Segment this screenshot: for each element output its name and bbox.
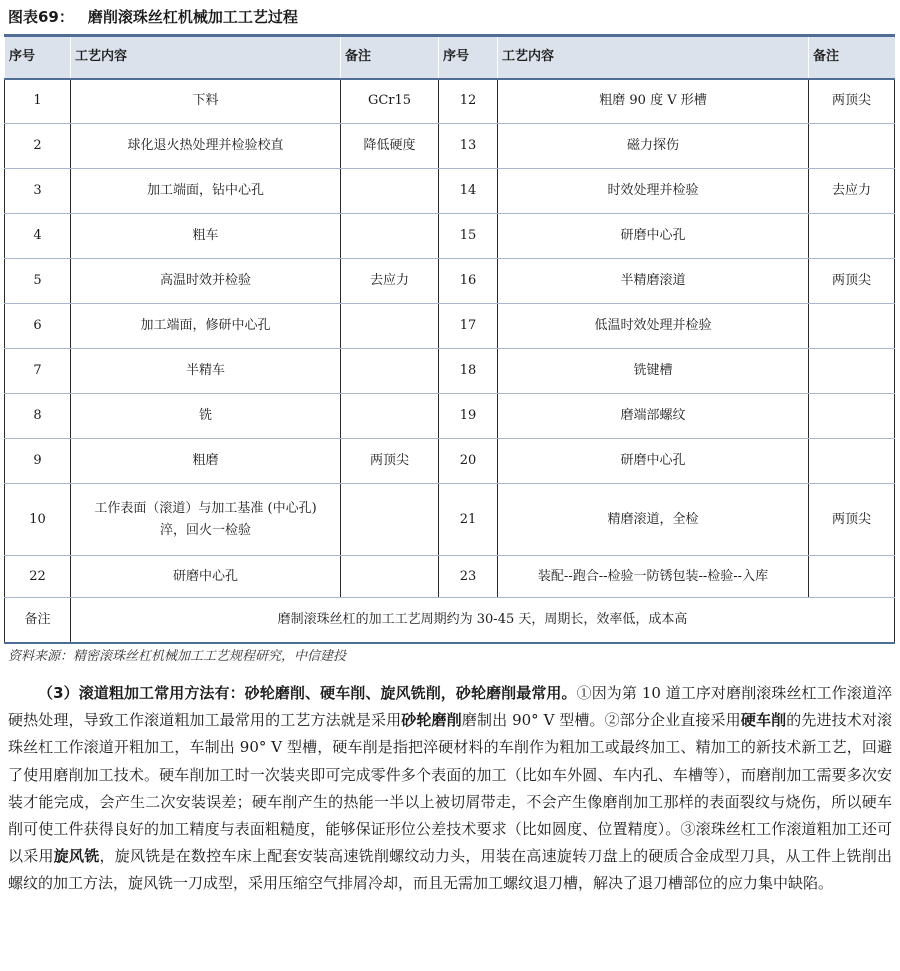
seq-cell: 23 <box>439 556 498 598</box>
seq-cell: 10 <box>5 484 71 556</box>
note-cell: 两顶尖 <box>809 484 895 556</box>
process-cell: 磨端部螺纹 <box>498 394 809 439</box>
seq-cell: 2 <box>5 124 71 169</box>
paragraph-text: 的先进技术对滚珠丝杠工作滚道开粗加工，车制出 90° V 型槽，硬车削是指把淬硬材料的车削作为粗加工或最终加工、精加工的新技术新工艺，回避了使用磨削加工技术。硬车削加工时一次装夹即可完成零件多个表面的加工（比如车外圆、车内孔、车槽等），而磨削加工需要多次安装才能完成，会产生二次安装误差；硬车削产生的热能一半以上被切屑带走，不会产生像磨削加工那样的表面裂纹与烧伤，所以硬车削可使工件获得良好的加工精度与表面粗糙度，能够保证形位公差技术要求（比如圆度、位置精度）。③滚珠丝杠工作滚道粗加工还可以采用 <box>8 711 892 866</box>
process-line: 工作表面（滚道）与加工基准 (中心孔) <box>94 500 317 516</box>
note-cell <box>341 484 439 556</box>
note-cell <box>809 394 895 439</box>
note-cell: GCr15 <box>341 79 439 124</box>
note-cell <box>341 349 439 394</box>
table-row <box>5 214 895 259</box>
paragraph-text: 磨制出 90° V 型槽。②部分企业直接采用 <box>461 711 741 730</box>
header-note-left: 备注 <box>341 36 439 79</box>
process-cell: 精磨滚道，全检 <box>498 484 809 556</box>
paragraph-text: ，旋风铣是在数控车床上配套安装高速铣削螺纹动力头，用装在高速旋转刀盘上的硬质合金成型刀具，从工件上铣削出螺纹的加工方法，旋风铣一刀成型，采用压缩空气排屑冷却，而且无需加工螺纹退刀槽，解决了退刀槽部位的应力集中缺陷。 <box>8 847 892 893</box>
note-cell: 两顶尖 <box>809 79 895 124</box>
source-note: 资料来源：精密滚珠丝杠机械加工工艺规程研究，中信建投 <box>8 649 347 664</box>
note-label-cell: 备注 <box>5 598 71 643</box>
process-table <box>4 34 895 644</box>
process-cell <box>71 484 341 556</box>
table-row <box>5 349 895 394</box>
seq-cell: 7 <box>5 349 71 394</box>
seq-cell: 13 <box>439 124 498 169</box>
process-cell: 时效处理并检验 <box>498 169 809 214</box>
header-note-right: 备注 <box>809 36 895 79</box>
process-line: 淬，回火一检验 <box>159 522 251 538</box>
process-cell: 粗磨 90 度 V 形槽 <box>498 79 809 124</box>
seq-cell: 16 <box>439 259 498 304</box>
figure-title <box>8 6 298 27</box>
note-cell <box>809 349 895 394</box>
table-row <box>5 439 895 484</box>
process-cell: 铣 <box>71 394 341 439</box>
process-cell: 研磨中心孔 <box>498 214 809 259</box>
header-process-left: 工艺内容 <box>71 36 341 79</box>
header-seq-right: 序号 <box>439 36 498 79</box>
note-cell: 去应力 <box>809 169 895 214</box>
note-cell <box>341 394 439 439</box>
note-cell <box>341 169 439 214</box>
paragraph-heading: （3）滚道粗加工常用方法有：砂轮磨削、硬车削、旋风铣削，砂轮磨削最常用。 <box>38 684 577 702</box>
seq-cell: 12 <box>439 79 498 124</box>
seq-cell: 19 <box>439 394 498 439</box>
paragraph-emphasis: 砂轮磨削 <box>401 711 462 730</box>
seq-cell: 18 <box>439 349 498 394</box>
seq-cell: 21 <box>439 484 498 556</box>
seq-cell: 6 <box>5 304 71 349</box>
seq-cell: 9 <box>5 439 71 484</box>
note-cell <box>809 124 895 169</box>
process-cell: 球化退火热处理并检验校直 <box>71 124 341 169</box>
process-cell: 半精磨滚道 <box>498 259 809 304</box>
paragraph-emphasis: 旋风铣 <box>53 847 100 866</box>
note-cell: 降低硬度 <box>341 124 439 169</box>
seq-cell: 3 <box>5 169 71 214</box>
process-cell: 研磨中心孔 <box>498 439 809 484</box>
note-cell <box>341 304 439 349</box>
paragraph-text: ①因为第 10 道工序对磨削滚珠丝杠工作滚道淬硬热处理，导致工作滚道粗加工最常用的工艺方法就是采用 <box>8 684 892 730</box>
process-cell: 低温时效处理并检验 <box>498 304 809 349</box>
note-cell <box>341 556 439 598</box>
process-cell: 高温时效并检验 <box>71 259 341 304</box>
note-cell <box>809 439 895 484</box>
seq-cell: 15 <box>439 214 498 259</box>
table-row <box>5 259 895 304</box>
seq-cell: 17 <box>439 304 498 349</box>
table-note-row <box>5 598 895 643</box>
seq-cell: 8 <box>5 394 71 439</box>
table-row <box>5 304 895 349</box>
process-cell: 装配--跑合--检验一防锈包装--检验--入库 <box>498 556 809 598</box>
table-row <box>5 124 895 169</box>
process-cell: 下料 <box>71 79 341 124</box>
seq-cell: 4 <box>5 214 71 259</box>
figure-label: 图表69： <box>8 8 74 26</box>
table-row <box>5 484 895 556</box>
process-cell: 粗车 <box>71 214 341 259</box>
note-text-cell: 磨制滚珠丝杠的加工工艺周期约为 30-45 天，周期长，效率低，成本高 <box>71 598 895 643</box>
header-seq-left: 序号 <box>5 36 71 79</box>
note-cell: 去应力 <box>341 259 439 304</box>
note-cell <box>809 214 895 259</box>
process-cell: 粗磨 <box>71 439 341 484</box>
seq-cell: 14 <box>439 169 498 214</box>
seq-cell: 1 <box>5 79 71 124</box>
process-cell: 磁力探伤 <box>498 124 809 169</box>
process-cell: 加工端面，修研中心孔 <box>71 304 341 349</box>
seq-cell: 20 <box>439 439 498 484</box>
note-cell: 两顶尖 <box>809 259 895 304</box>
note-cell <box>809 556 895 598</box>
table-row <box>5 556 895 598</box>
table-header-row <box>5 36 895 79</box>
header-process-right: 工艺内容 <box>498 36 809 79</box>
seq-cell: 5 <box>5 259 71 304</box>
note-cell <box>809 304 895 349</box>
note-cell <box>341 214 439 259</box>
body-paragraph <box>8 680 892 898</box>
table-row <box>5 394 895 439</box>
table-row <box>5 169 895 214</box>
process-cell: 研磨中心孔 <box>71 556 341 598</box>
paragraph-emphasis: 硬车削 <box>740 711 787 730</box>
process-cell: 铣键槽 <box>498 349 809 394</box>
process-cell: 半精车 <box>71 349 341 394</box>
seq-cell: 22 <box>5 556 71 598</box>
table-row <box>5 79 895 124</box>
figure-title-text: 磨削滚珠丝杠机械加工工艺过程 <box>87 8 298 26</box>
process-cell: 加工端面，钻中心孔 <box>71 169 341 214</box>
note-cell: 两顶尖 <box>341 439 439 484</box>
